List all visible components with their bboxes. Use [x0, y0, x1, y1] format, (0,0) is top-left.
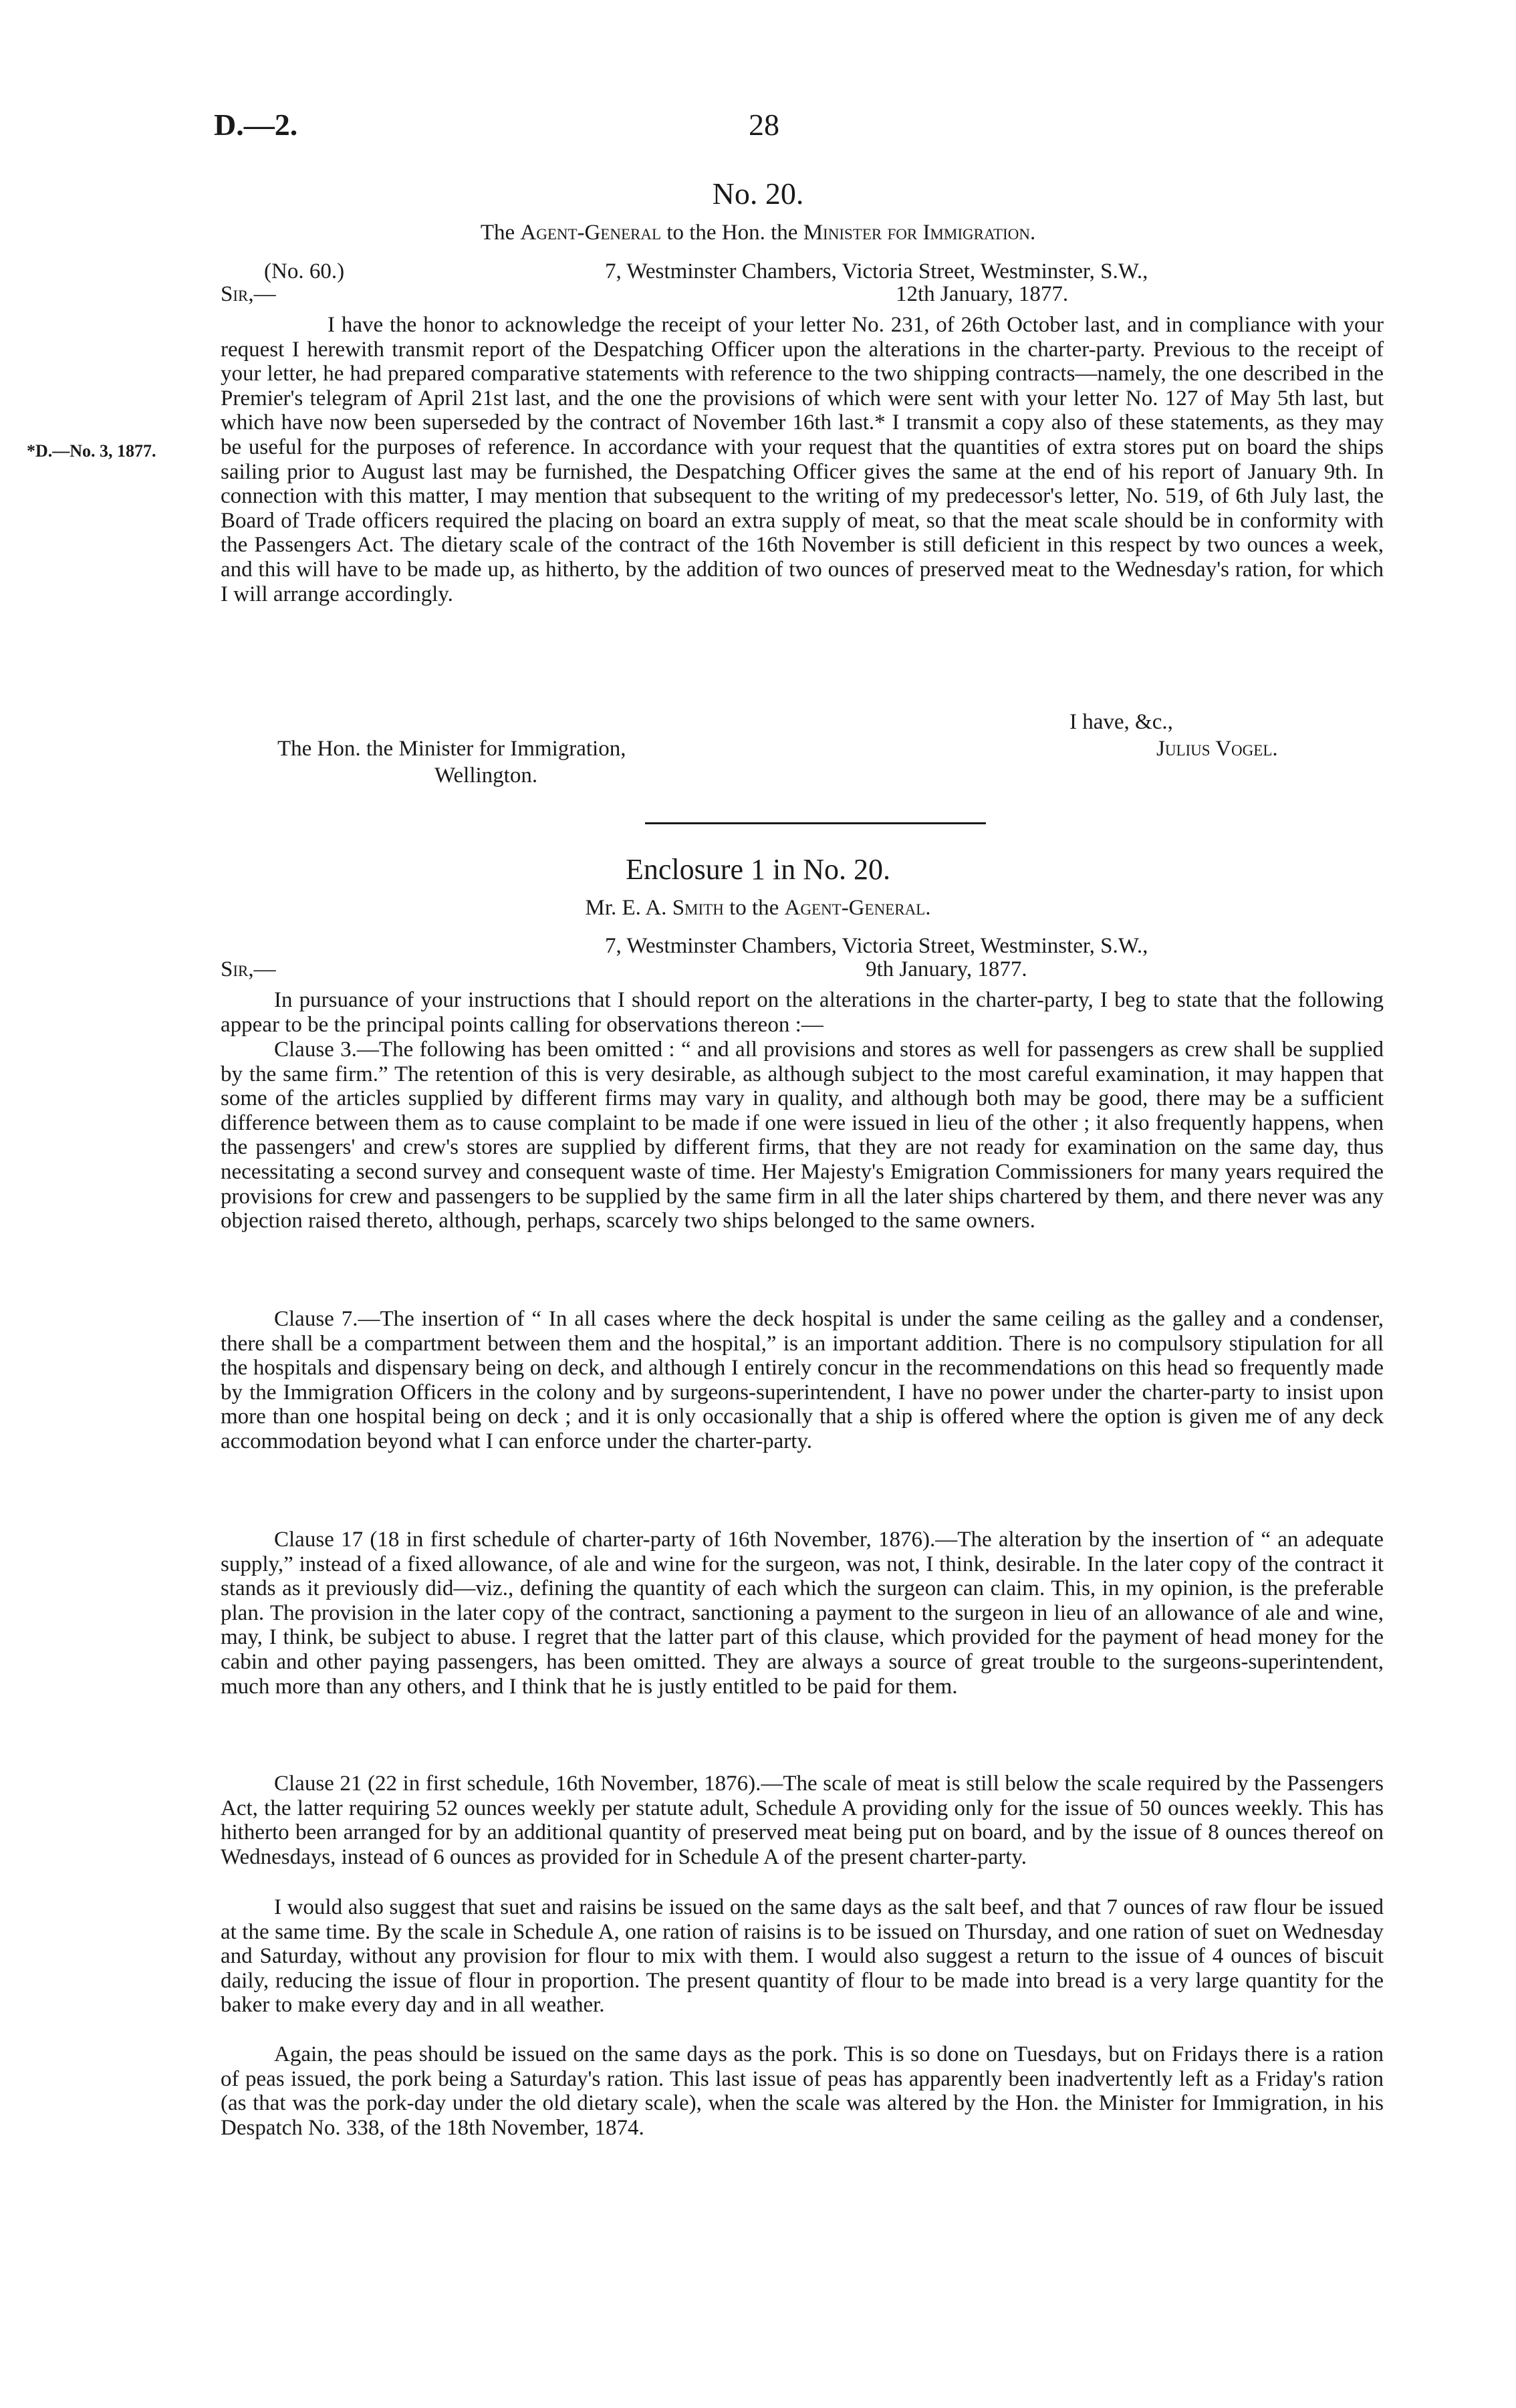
enclosure-paragraph-1: In pursuance of your instructions that I should report on the alterations in the charter-party, I beg to state that the following appear to be the principal points calling for observations thereon :—	[221, 988, 1384, 1037]
enclosure-address: 7, Westminster Chambers, Victoria Street, Westminster, S.W.,	[605, 934, 1148, 958]
enclosure-paragraph-2: Clause 3.—The following has been omitted : “ and all provisions and stores as well for passengers as crew shall be supplied by the same firm.” The retention of this is very desirable, as although subject to the most careful examination, it may happen that some of the articles supplied by different firms may vary in quality, and although both may be good, there may be a sufficient difference between them as to cause complaint to be made if one were issued in lieu of the other ; it also frequently happens, when the passengers' and crew's stores are supplied by different firms, that they are not ready for examination on the same day, thus necessitating a second survey and consequent waste of time. Her Majesty's Emigration Commissioners for many years required the provisions for crew and passengers to be supplied by the same firm in all the later ships chartered by them, and there never was any objection raised thereto, although, perhaps, scarcely two ships belonged to the same owners.	[221, 1038, 1384, 1233]
enclosure-heading	[0, 896, 1516, 921]
enc-heading-end: .	[925, 896, 931, 920]
enclosure-paragraph-5: Clause 21 (22 in first schedule, 16th November, 1876).—The scale of meat is still below the scale required by the Passengers Act, the latter requiring 52 ounces weekly per statute adult, Schedule A providing only for the issue of 50 ounces weekly. This has hitherto been arranged for by an additional quantity of preserved meat being put on board, and by the issue of 8 ounces thereof on Wednesdays, instead of 6 ounces as provided for in Schedule A of the present charter-party.	[221, 1772, 1384, 1869]
letter-body	[221, 313, 1384, 606]
enc-heading-to: Agent-General	[784, 896, 926, 920]
page-number: 28	[749, 108, 779, 142]
enclosure-salutation: Sir,—	[221, 957, 276, 981]
letter-salutation: Sir,—	[221, 282, 276, 306]
heading-end: .	[1029, 221, 1036, 245]
enc-heading-pre: Mr. E. A.	[585, 896, 667, 920]
series-code: D.—2.	[214, 108, 298, 142]
enclosure-paragraph-4: Clause 17 (18 in first schedule of charter-party of 16th November, 1876).—The alteration by the insertion of “ an adequate supply,” instead of a fixed allowance, of ale and wine for the surgeon, was not, I think, desirable. In the later copy of the contract it stands as it previously did—viz., defining the quantity of each which the surgeon can claim. This, in my opinion, is the preferable plan. The provision in the later copy of the contract, sanctioning a payment to the surgeon in lieu of an allowance of ale and wine, may, I think, be subject to abuse. I regret that the latter part of this clause, which provided for the payment of head money for the cabin and other paying passengers, has been omitted. They are always a source of great trouble to the surgeons-superintendent, much more than any others, and I think that he is justly entitled to be paid for them.	[221, 1528, 1384, 1699]
enclosure-title: Enclosure 1 in No. 20.	[626, 853, 890, 886]
letter-closing: I have, &c.,	[1069, 710, 1173, 734]
section-divider	[645, 822, 986, 824]
enc-heading-mid: to the	[729, 896, 779, 920]
letter-date: 12th January, 1877.	[896, 282, 1069, 306]
letter-heading	[0, 221, 1516, 245]
enc-heading-from: Smith	[672, 896, 724, 920]
letter-signature: Julius Vogel.	[1156, 737, 1278, 761]
heading-to: Minister for Immigration	[803, 221, 1030, 245]
letter-ref: (No. 60.)	[264, 259, 345, 283]
enclosure-paragraph-7: Again, the peas should be issued on the same days as the pork. This is so done on Tuesdays, but on Fridays there is a ration of peas issued, the pork being a Saturday's ration. This last issue of peas has apparently been inadvertently left as a Friday's ration (as that was the pork-day under the old dietary scale), when the scale was altered by the Hon. the Minister for Immigration, in his Despatch No. 338, of the 18th November, 1874.	[221, 2042, 1384, 2140]
enclosure-date: 9th January, 1877.	[866, 957, 1027, 981]
letter-number-title: No. 20.	[712, 176, 804, 211]
enclosure-paragraph-3: Clause 7.—The insertion of “ In all cases where the deck hospital is under the same ceiling as the galley and a condenser, there shall be a compartment between them and the hospital,” is an important addition. There is no compulsory stipulation for all the hospitals and dispensary being on deck, and although I entirely concur in the recommendations on this head so frequently made by the Immigration Officers in the colony and by surgeons-superintendent, I have no power under the charter-party to insist upon more than one hospital being on deck ; and it is only occasionally that a ship is offered where the option is given me of any deck accommodation beyond what I can enforce under the charter-party.	[221, 1307, 1384, 1453]
addressee-line-1: The Hon. the Minister for Immigration,	[277, 737, 626, 761]
addressee-line-2: Wellington.	[434, 763, 538, 788]
heading-from: Agent-General	[520, 221, 662, 245]
heading-mid: to the Hon. the	[666, 221, 798, 245]
letter-body-text: I have the honor to acknowledge the receipt of your letter No. 231, of 26th October last, and in compliance with your request I herewith transmit report of the Despatching Officer upon the alterations in the charter-party. Previous to the receipt of your letter, he had prepared comparative statements with reference to the two shipping contracts—namely, the one described in the Premier's telegram of April 21st last, and the one the provisions of which were sent with your letter No. 127 of May 5th last, but which have now been superseded by the contract of November 16th last.* I transmit a copy also of these statements, as they may be useful for the purposes of reference. In accordance with your request that the quantities of extra stores put on board the ships sailing prior to August last may be furnished, the Despatching Officer gives the same at the end of his report of January 9th. In connection with this matter, I may mention that subsequent to the writing of my predecessor's letter, No. 519, of 6th July last, the Board of Trade officers required the placing on board an extra supply of meat, so that the meat scale should be in conformity with the Passengers Act. The dietary scale of the contract of the 16th November is still deficient in this respect by two ounces a week, and this will have to be made up, as hitherto, by the addition of two ounces of preserved meat to the Wednesday's ration, for which I will arrange accordingly.	[221, 313, 1384, 606]
enclosure-paragraph-6: I would also suggest that suet and raisins be issued on the same days as the salt beef, and that 7 ounces of raw flour be issued at the same time. By the scale in Schedule A, one ration of raisins is to be issued on Thursday, and one ration of suet on Wednesday and Saturday, without any provision for flour to mix with them. I would also suggest a return to the issue of 4 ounces of biscuit daily, reducing the issue of flour in proportion. The present quantity of flour to be made into bread is a very large quantity for the baker to make every day and in all weather.	[221, 1895, 1384, 2018]
letter-address: 7, Westminster Chambers, Victoria Street, Westminster, S.W.,	[605, 259, 1148, 283]
margin-note: *D.—No. 3, 1877.	[27, 441, 156, 461]
heading-pre: The	[480, 221, 515, 245]
